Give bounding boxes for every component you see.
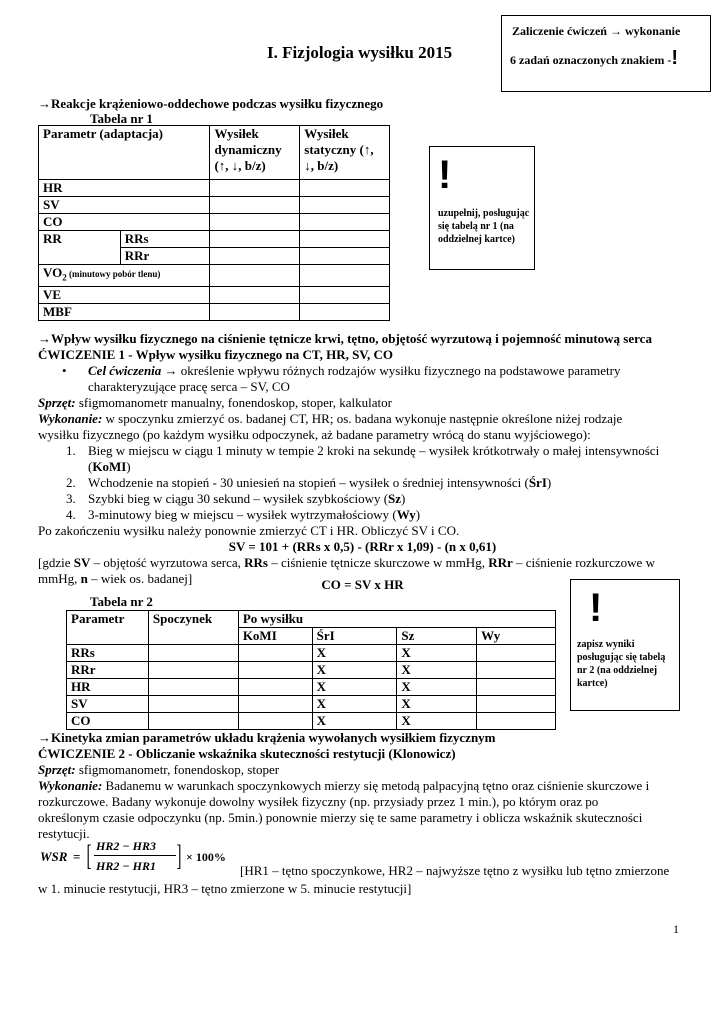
legend-text: [gdzie [38,555,74,570]
exclamation-icon: ! [671,47,678,69]
legend-text: – objętość wyrzutowa serca, [90,555,245,570]
paren: ) [415,507,421,522]
table-2 [66,610,556,730]
formula-legend [38,555,655,571]
table-cell: X [312,662,397,679]
procedure-text-2: wysiłku fizycznego (po każdym wysiłku odpoczynek, aż badane parametry wrócą do stanu wyjściowego): [38,427,591,442]
after-text: Po zakończeniu wysiłku należy ponownie zmierzyć CT i HR. Obliczyć SV i CO. [38,523,460,538]
table-cell[interactable] [210,214,300,231]
table-row-label: RR [39,231,121,265]
table-cell[interactable] [148,662,238,679]
table-cell[interactable] [238,696,312,713]
paren: ) [546,475,552,490]
table-cell: X [397,713,477,730]
table-cell: X [312,713,397,730]
list-item [88,475,551,491]
bracket-right-icon: ] [176,839,182,872]
table-row-label: CO [39,214,210,231]
formula-legend-2: w 1. minucie restytucji, HR3 – tętno zmierzone w 5. minucie restytucji] [38,881,412,896]
table-cell[interactable] [300,231,390,248]
table-2-subheader: Sz [397,628,477,645]
table-2-subheader: Wy [477,628,556,645]
table-cell[interactable] [300,286,390,303]
table-cell[interactable] [300,214,390,231]
table-row [67,696,556,713]
table-cell: X [397,679,477,696]
formula-lhs: WSR [40,849,68,864]
table-cell[interactable] [300,303,390,320]
legend-term: RRs [244,555,268,570]
fraction-bar [94,855,176,856]
table-cell[interactable] [148,713,238,730]
goal-label: Cel ćwiczenia → [88,363,178,378]
formula-co: CO = SV x HR [321,577,404,592]
procedure-text: w spoczynku zmierzyć os. badanej CT, HR; os. badana wykonuje następnie określone niżej rodzaje [102,411,623,426]
table-row [67,662,556,679]
step-code: Wy [396,507,416,522]
table-cell[interactable] [210,303,300,320]
formula-eq: = [73,849,81,864]
table-cell[interactable] [300,248,390,265]
table-cell[interactable] [238,679,312,696]
note-box-2 [570,579,680,711]
completion-line-2: 6 zadań oznaczonych znakiem - [510,53,672,67]
table-cell[interactable] [238,713,312,730]
table-1-caption: Tabela nr 1 [90,111,153,126]
note-2-text: zapisz wyniki posługując się tabelą nr 2 (na oddzielnej kartce) [577,639,666,689]
procedure-label: Wykonanie: [38,778,103,793]
list-item [88,507,420,523]
formula-numerator: HR2 − HR3 [96,839,156,853]
legend-term: n [80,571,88,586]
section-3-heading: →Kinetyka zmian parametrów układu krążenia wywołanych wysiłkiem fizycznym [38,730,496,745]
section-2-heading: →Wpływ wysiłku fizycznego na ciśnienie tętnicze krwi, tętno, objętość wyrzutową i pojemność minutową serca [38,331,652,346]
table-cell[interactable] [148,679,238,696]
table-cell[interactable] [210,197,300,214]
table-2-header-param: Parametr [67,611,149,645]
legend-term: RRr [488,555,513,570]
table-cell[interactable] [300,197,390,214]
table-row-label: RRs [120,231,210,248]
table-cell: X [312,679,397,696]
page-title: I. Fizjologia wysiłku 2015 [267,43,453,62]
equipment-text: sfigmomanometr, fonendoskop, stoper [75,762,280,777]
legend-text: – ciśnienie tętnicze skurczowe w mmHg, [267,555,489,570]
completion-box [501,15,711,92]
table-2-header-after: Po wysiłku [238,611,555,628]
wsr-formula [40,838,240,876]
table-row-label: SV [39,197,210,214]
list-item [88,491,405,507]
table-cell[interactable] [477,679,556,696]
legend-text: – wiek os. badanej] [87,571,193,586]
table-row [67,679,556,696]
equipment-label: Sprzęt: [38,762,76,777]
step-code: Sz [388,491,402,506]
table-cell[interactable] [238,645,312,662]
table-cell[interactable] [477,696,556,713]
table-cell[interactable] [238,662,312,679]
table-row [67,713,556,730]
table-row [67,645,556,662]
paren: ( [88,459,93,474]
step-text: Wchodzenie na stopień - 30 uniesień na stopień – wysiłek o średniej intensywności ( [88,475,529,490]
table-row-label: RRr [120,248,210,265]
formula-legend-1: [HR1 – tętno spoczynkowe, HR2 – najwyższe tętno z wysiłku lub tętno zmierzone [240,863,670,878]
table-cell[interactable] [477,645,556,662]
table-cell[interactable] [477,713,556,730]
formula-sv: SV = 101 + (RRs x 0,5) - (RRr x 1,09) - (n x 0,61) [228,539,497,554]
table-cell[interactable] [210,286,300,303]
goal-text: określenie wpływu różnych rodzajów wysiłku fizycznego na podstawowe parametry [180,363,621,378]
step-number: 4. [66,507,76,522]
note-1-text: uzupełnij, posługując się tabelą nr 1 (na oddzielnej kartce) [438,208,530,245]
table-cell[interactable] [300,265,390,287]
procedure-text: określonym czasie odpoczynku (np. 5min.) ponownie mierzy się te same parametry i oblicza wskaźnik skuteczności [38,810,643,825]
step-number: 3. [66,491,76,506]
table-row-label: HR [39,180,210,197]
formula-times: × 100% [186,850,226,864]
exercise-1-title: ĆWICZENIE 1 - Wpływ wysiłku fizycznego na CT, HR, SV, CO [38,347,394,362]
table-cell: X [397,645,477,662]
table-cell: X [397,696,477,713]
table-2-caption: Tabela nr 2 [90,594,153,609]
procedure-text: restytucji. [38,826,90,841]
step-number: 2. [66,475,76,490]
procedure-label: Wykonanie: [38,411,103,426]
table-1-header-static: Wysiłek statyczny (↑, ↓, b/z) [300,126,390,180]
table-row-label: CO [67,713,149,730]
table-2-header-rest: Spoczynek [148,611,238,645]
legend-term: SV [73,555,91,570]
bracket-left-icon: [ [86,839,92,872]
legend-text: mmHg, [38,571,81,586]
goal-line [88,363,621,379]
table-cell[interactable] [148,696,238,713]
table-cell[interactable] [210,180,300,197]
table-cell[interactable] [148,645,238,662]
table-cell[interactable] [477,662,556,679]
vo2-subscript: 2 [62,272,67,283]
legend-text: – ciśnienie rozkurczowe w [512,555,655,570]
table-row-label: RRr [67,662,149,679]
table-row-label: RRs [67,645,149,662]
list-item [88,459,131,475]
table-row-label-vo2 [39,265,210,287]
paren: ) [126,459,131,474]
vo2-label: VO [43,265,63,280]
equipment-label: Sprzęt: [38,395,76,410]
table-1 [38,125,390,321]
procedure-text: rozkurczowe. Badany wykonuje dowolny wysiłek fizyczny (np. przysiady przez 1 min.), po którym oraz po [38,794,599,809]
table-cell[interactable] [210,231,300,248]
goal-text-2: charakteryzujące pracę serca – SV, CO [88,379,290,394]
note-box-1 [429,146,535,270]
vo2-note: (minutowy pobór tlenu) [66,269,161,279]
equipment-text: sfigmomanometr manualny, fonendoskop, stoper, kalkulator [75,395,392,410]
procedure-text: Badanemu w warunkach spoczynkowych mierzy się metodą palpacyjną tętno oraz ciśnienie skurczowe i [102,778,650,793]
table-row-label: VE [39,286,210,303]
completion-line-1: Zaliczenie ćwiczeń → wykonanie [512,24,681,38]
step-code: KoMI [92,459,127,474]
table-cell[interactable] [210,265,300,287]
step-text: Szybki bieg w ciągu 30 sekund – wysiłek szybkościowy ( [88,491,389,506]
table-row-label: MBF [39,303,210,320]
table-row-label: SV [67,696,149,713]
table-1-header-dynamic: Wysiłek dynamiczny (↑, ↓, b/z) [210,126,300,180]
table-cell: X [312,645,397,662]
step-code: ŚrI [528,475,547,490]
exclamation-icon: ! [589,586,603,630]
section-1-heading: →Reakcje krążeniowo-oddechowe podczas wysiłku fizycznego [38,96,384,111]
table-cell: X [397,662,477,679]
step-text: 3-minutowy bieg w miejscu – wysiłek wytrzymałościowy ( [88,507,397,522]
exclamation-icon: ! [438,153,452,197]
table-cell[interactable] [300,180,390,197]
table-1-header-param: Parametr (adaptacja) [39,126,210,180]
formula-denominator: HR2 − HR1 [96,859,156,873]
paren: ) [401,491,406,506]
table-row-label: HR [67,679,149,696]
bullet: • [62,363,67,378]
step-text: Bieg w miejscu w ciągu 1 minuty w tempie 2 kroki na sekundę – wysiłek krótkotrwały o małej intensywności [88,443,660,458]
step-number: 1. [66,443,76,458]
exercise-2-title: ĆWICZENIE 2 - Obliczanie wskaźnika skuteczności restytucji (Klonowicz) [38,746,456,761]
table-2-subheader: ŚrI [312,628,397,645]
page-number: 1 [673,922,679,936]
table-cell: X [312,696,397,713]
table-2-subheader: KoMI [238,628,312,645]
table-cell[interactable] [210,248,300,265]
